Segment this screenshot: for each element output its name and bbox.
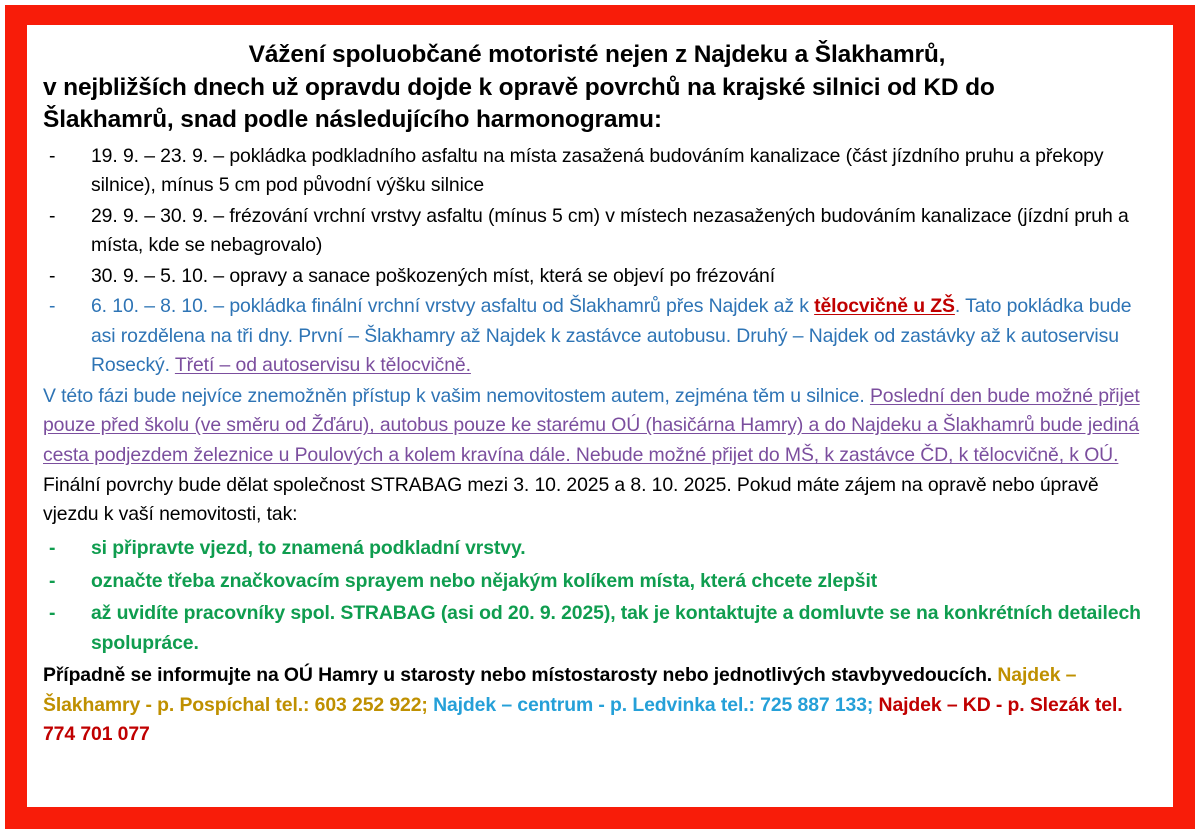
- prep-item-text: označte třeba značkovacím sprayem nebo nějakým kolíkem místa, která chcete zlepšit: [91, 569, 878, 592]
- bullet-dash-icon: -: [49, 537, 56, 560]
- list-item: [43, 567, 1151, 596]
- bullet-dash-icon: -: [49, 204, 56, 227]
- list-item: [43, 142, 1151, 201]
- strabag-paragraph: Finální povrchy bude dělat společnost STRABAG mezi 3. 10. 2025 a 8. 10. 2025. Pokud máte zájem na opravě nebo úpravě vjezdu k vaší nemovitosti, tak:: [43, 473, 1099, 526]
- headline-line-1: Vážení spoluobčané motoristé nejen z Najdeku a Šlakhamrů,: [248, 41, 946, 68]
- bullet-dash-icon: -: [49, 295, 56, 318]
- access-paragraph-underlined: Poslední den bude možné přijet pouze před školu (ve směru od Žďáru), autobus pouze ke starému OÚ (hasičárna Hamry) a do Najdeku a Šlakhamrů bude jediná cesta podjezdem železnice u Poulových a kolem kravína dále. Nebude možné přijet do MŠ, k zastávce ČD, k tělocvičně, k OÚ.: [43, 384, 1140, 466]
- bullet-dash-icon: -: [49, 144, 56, 167]
- poster-white-sheet: [27, 25, 1173, 807]
- schedule-item-text: 19. 9. – 23. 9. – pokládka podkladního asfaltu na místa zasažená budováním kanalizace (část jízdního pruhu a překopy silnice), mínus 5 cm pod původní výšku silnice: [91, 144, 1104, 197]
- schedule-item-text-part1: 6. 10. – 8. 10. – pokládka finální vrchní vrstvy asfaltu od Šlakhamrů přes Najdek až k: [91, 295, 815, 318]
- contact-najdek-centrum: Najdek – centrum - p. Ledvinka tel.: 725 887 133;: [433, 693, 879, 716]
- gym-highlight: tělocvičně u ZŠ: [814, 295, 955, 318]
- headline-line-3: Šlakhamrů, snad podle následujícího harmonogramu:: [43, 106, 662, 134]
- prep-item-text: až uvidíte pracovníky spol. STRABAG (asi od 20. 9. 2025), tak je kontaktujte a domluvte se na konkrétních detailech spolupráce.: [91, 602, 1141, 654]
- schedule-item-text: 30. 9. – 5. 10. – opravy a sanace poškozených míst, která se objeví po frézování: [91, 264, 775, 287]
- bullet-dash-icon: -: [49, 264, 56, 287]
- preparation-list: [43, 534, 1151, 658]
- contact-najdek-kd: Najdek – KD - p. Slezák tel. 774 701 077: [43, 693, 1123, 746]
- access-restriction-paragraph: [43, 382, 1151, 471]
- access-paragraph-lead: V této fázi bude nejvíce znemožněn přístup k vašim nemovitostem autem, zejména těm u silnice.: [43, 384, 870, 407]
- headline-line-2: v nejbližších dnech už opravdu dojde k opravě povrchů na krajské silnici od KD do: [43, 73, 995, 101]
- poster-red-frame: [5, 5, 1195, 829]
- list-item: [43, 202, 1151, 261]
- list-item: [43, 599, 1151, 658]
- schedule-item-text-part2: . Tato pokládka bude asi rozdělena na tři dny. První – Šlakhamry až Najdek k zastávce autobusu. Druhý – Najdek od zastávky až k autoservisu Rosecký.: [91, 295, 1132, 377]
- page-title: [43, 39, 1151, 137]
- contacts-lead: Případně se informujte na OÚ Hamry u starosty nebo místostarosty nebo jednotlivých stavbyvedoucích.: [43, 663, 998, 686]
- bullet-dash-icon: -: [49, 602, 56, 625]
- third-day-note: Třetí – od autoservisu k tělocvičně.: [174, 354, 471, 377]
- prep-item-text: si připravte vjezd, to znamená podkladní vrstvy.: [91, 537, 526, 560]
- schedule-list: [43, 142, 1151, 381]
- bullet-dash-icon: -: [49, 569, 56, 592]
- list-item: [43, 534, 1151, 563]
- contact-najdek-slakhamry: Najdek – Šlakhamry - p. Pospíchal tel.: 603 252 922;: [43, 663, 1077, 716]
- list-item: [43, 292, 1151, 380]
- schedule-item-text: 29. 9. – 30. 9. – frézování vrchní vrstvy asfaltu (mínus 5 cm) v místech nezasažených budováním kanalizace (jízdní pruh a místa, kde se nebagrovalo): [91, 204, 1129, 257]
- list-item: [43, 262, 1151, 291]
- contacts-paragraph: [43, 661, 1151, 750]
